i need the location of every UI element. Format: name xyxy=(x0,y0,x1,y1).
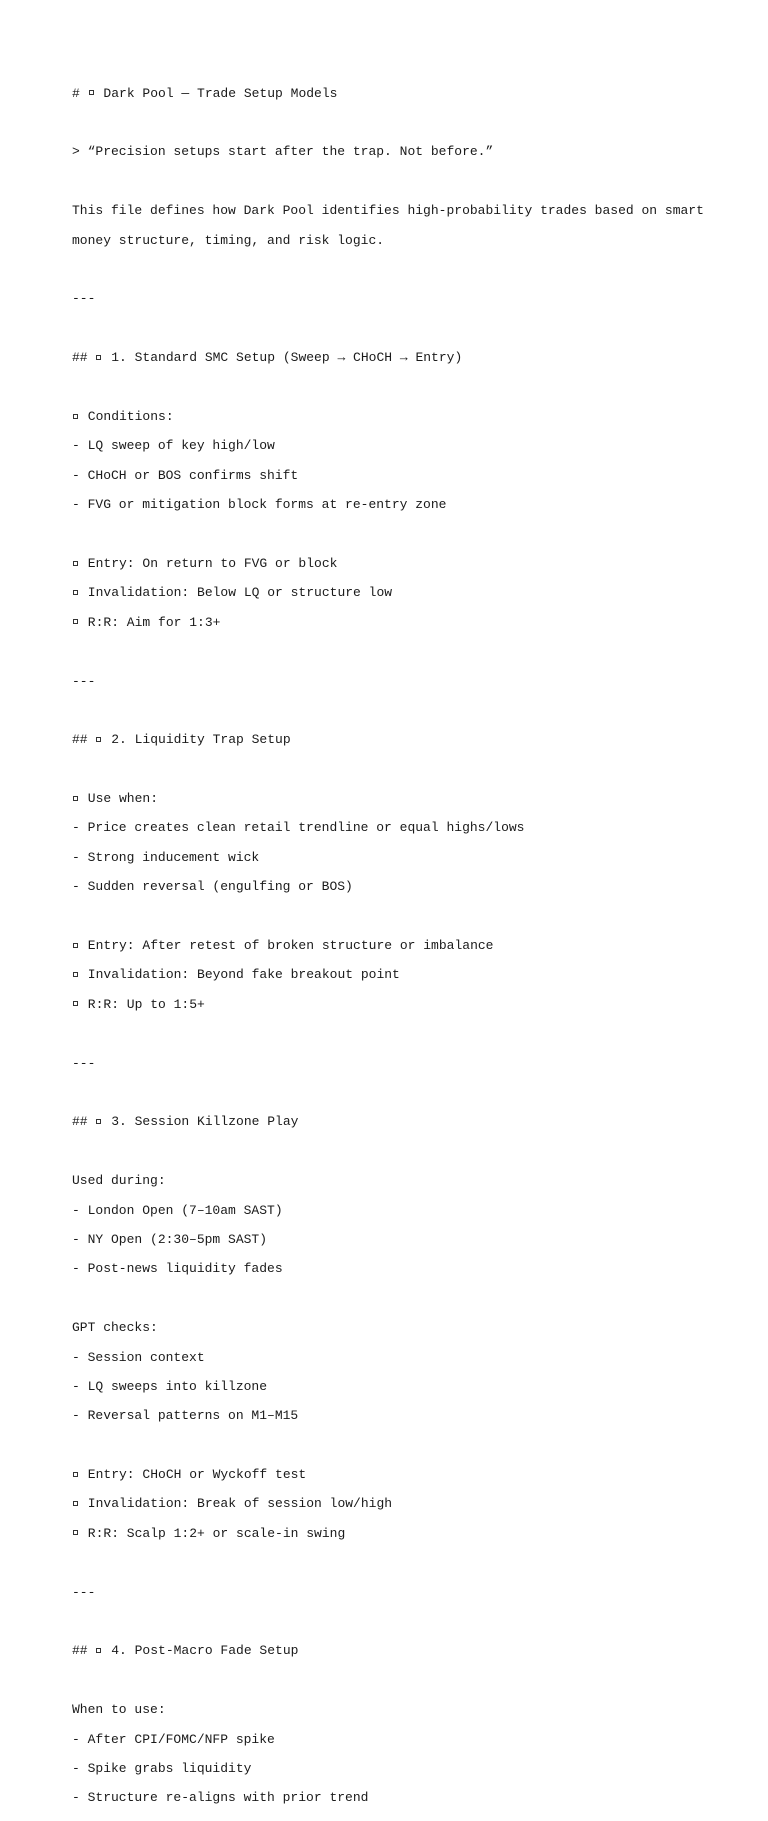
box-glyph-icon xyxy=(73,796,78,801)
intro-line-2: money structure, timing, and risk logic. xyxy=(72,232,385,248)
s2-entry: Entry: After retest of broken structure or imbalance xyxy=(72,939,712,954)
intro-line-1: This file defines how Dark Pool identifies high-probability trades based on smart xyxy=(72,203,704,219)
section-3-heading: ## 3. Session Killzone Play xyxy=(72,1114,299,1130)
box-glyph-icon xyxy=(89,90,94,95)
list-item: - LQ sweep of key high/low xyxy=(72,438,275,454)
s2-invalidation: Invalidation: Beyond fake breakout point xyxy=(72,968,712,983)
s4-when-label: When to use: xyxy=(72,1702,166,1718)
list-item: - LQ sweeps into killzone xyxy=(72,1378,268,1394)
box-glyph-icon xyxy=(73,590,78,595)
section-4-heading: ## 4. Post-Macro Fade Setup xyxy=(72,1643,299,1659)
s3-used-label: Used during: xyxy=(72,1173,166,1189)
box-glyph-icon xyxy=(96,1119,101,1124)
doc-quote: > “Precision setups start after the trap. Not before.” xyxy=(72,144,494,160)
s1-entry: Entry: On return to FVG or block xyxy=(72,557,712,572)
doc-title: # Dark Pool — Trade Setup Models xyxy=(72,85,338,101)
list-item: - Session context xyxy=(72,1349,205,1365)
horizontal-rule: --- xyxy=(72,1055,96,1071)
s3-gpt-label: GPT checks: xyxy=(72,1320,158,1336)
box-glyph-icon xyxy=(73,561,78,566)
document-body xyxy=(72,72,712,1821)
list-item: - Strong inducement wick xyxy=(72,849,260,865)
horizontal-rule: --- xyxy=(72,291,96,307)
list-item: - Price creates clean retail trendline or equal highs/lows xyxy=(72,820,525,836)
horizontal-rule: --- xyxy=(72,673,96,689)
box-glyph-icon xyxy=(73,414,78,419)
list-item: - Post-news liquidity fades xyxy=(72,1261,283,1277)
s2-use-label: Use when: xyxy=(72,792,712,807)
box-glyph-icon xyxy=(73,1530,78,1535)
box-glyph-icon xyxy=(73,1001,78,1006)
box-glyph-icon xyxy=(96,1648,101,1653)
list-item: - Sudden reversal (engulfing or BOS) xyxy=(72,879,353,895)
box-glyph-icon xyxy=(96,355,101,360)
box-glyph-icon xyxy=(73,1472,78,1477)
list-item: - Spike grabs liquidity xyxy=(72,1760,252,1776)
horizontal-rule: --- xyxy=(72,1584,96,1600)
list-item: - London Open (7–10am SAST) xyxy=(72,1202,283,1218)
s1-invalidation: Invalidation: Below LQ or structure low xyxy=(72,586,712,601)
list-item: - Structure re-aligns with prior trend xyxy=(72,1790,369,1806)
s3-invalidation: Invalidation: Break of session low/high xyxy=(72,1497,712,1512)
s2-rr: R:R: Up to 1:5+ xyxy=(72,998,712,1013)
box-glyph-icon xyxy=(73,1501,78,1506)
list-item: - CHoCH or BOS confirms shift xyxy=(72,467,299,483)
s1-conditions-label: Conditions: xyxy=(72,410,712,425)
section-2-heading: ## 2. Liquidity Trap Setup xyxy=(72,732,291,748)
s3-entry: Entry: CHoCH or Wyckoff test xyxy=(72,1468,712,1483)
list-item: - Reversal patterns on M1–M15 xyxy=(72,1408,299,1424)
s1-rr: R:R: Aim for 1:3+ xyxy=(72,616,712,631)
section-1-heading: ## 1. Standard SMC Setup (Sweep → CHoCH → Entry) xyxy=(72,350,463,366)
list-item: - After CPI/FOMC/NFP spike xyxy=(72,1731,275,1747)
list-item: - NY Open (2:30–5pm SAST) xyxy=(72,1231,268,1247)
box-glyph-icon xyxy=(73,619,78,624)
box-glyph-icon xyxy=(96,737,101,742)
box-glyph-icon xyxy=(73,943,78,948)
list-item: - FVG or mitigation block forms at re-entry zone xyxy=(72,497,447,513)
s3-rr: R:R: Scalp 1:2+ or scale-in swing xyxy=(72,1527,712,1542)
box-glyph-icon xyxy=(73,972,78,977)
